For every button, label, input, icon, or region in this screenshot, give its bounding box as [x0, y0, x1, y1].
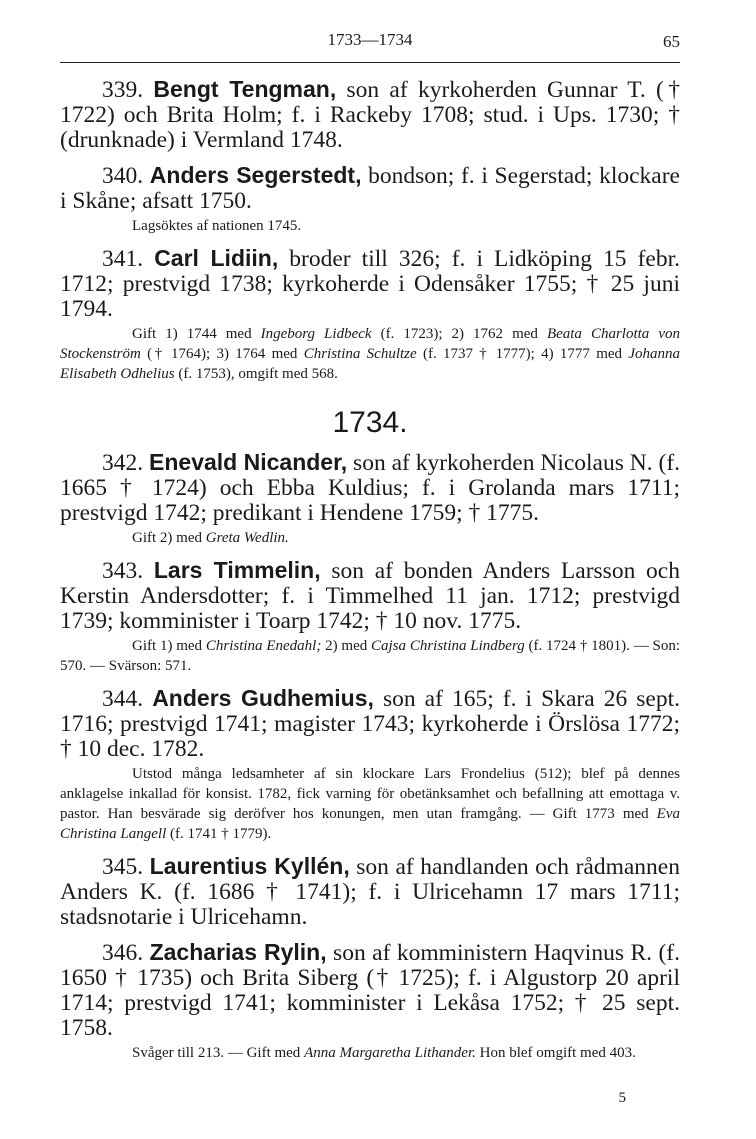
entry-name: Anders Segerstedt,: [149, 162, 362, 188]
entry-name: Laurentius Kyllén,: [149, 853, 350, 879]
entry-344: [60, 686, 680, 762]
entry-text: son af handlanden och rådmannen Anders K. (f. 1686 † 1741); f. i Ulricehamn 17 mars 1711; stadsnotarie i Ulricehamn.: [60, 854, 680, 930]
entry-number: 345.: [102, 854, 144, 880]
entry-number: 341.: [102, 246, 144, 272]
page-number: 65: [663, 32, 680, 51]
entry-340: [60, 163, 680, 214]
entry-name: Zacharias Rylin,: [149, 939, 327, 965]
entry-number: 340.: [102, 163, 144, 189]
entry-341: [60, 246, 680, 322]
entry-note: Gift 1) med Christina Enedahl; 2) med Cajsa Christina Lindberg (f. 1724 † 1801). — Son: 570. — Svärson: 571.: [60, 638, 681, 674]
entry-text: son af 165; f. i Skara 26 sept. 1716; prestvigd 1741; magister 1743; kyrkoherde i Örslösa 1772; † 10 dec. 1782.: [60, 686, 680, 762]
entry-text: son af kyrkoherden Gunnar T. († 1722) och Brita Holm; f. i Rackeby 1708; stud. i Ups. 1730; † (drunknade) i Vermland 1748.: [60, 77, 680, 153]
running-head-years: 1733—1734: [327, 30, 413, 49]
entry-346: [60, 940, 680, 1041]
entry-339: [60, 77, 680, 153]
entry-number: 344.: [102, 686, 144, 712]
entry-343: [60, 558, 680, 634]
document-page: [60, 28, 680, 1063]
entry-text: son af bonden Anders Larsson och Kerstin Andersdotter; f. i Timmelhed 11 jan. 1712; prestvigd 1739; komminister i Toarp 1742; † 10 nov. 1775.: [60, 558, 680, 634]
entry-345: [60, 854, 680, 930]
entry-342: [60, 450, 680, 526]
entry-name: Bengt Tengman,: [153, 76, 337, 102]
header-rule: [60, 62, 680, 63]
entry-name: Lars Timmelin,: [153, 557, 321, 583]
entry-number: 339.: [102, 77, 144, 103]
entry-text: son af komministern Haqvinus R. (f. 1650 † 1735) och Brita Siberg († 1725); f. i Algustorp 20 april 1714; prestvigd 1741; komminister i Lekåsa 1752; † 25 sept. 1758.: [60, 940, 680, 1041]
entry-note: Utstod många ledsamheter af sin klockare Lars Frondelius (512); blef på dennes anklagelse inkallad för konsist. 1782, fick varning för obetänksamhet och befallning att emottaga v. pastor. Han besvärade sig deröfver hos konungen, men utan framgång. — Gift 1773 med Eva Christina Langell (f. 1741 † 1779).: [60, 766, 680, 842]
entry-text: bondson; f. i Segerstad; klockare i Skåne; afsatt 1750.: [60, 163, 680, 214]
entry-number: 342.: [102, 450, 144, 476]
entry-number: 346.: [102, 940, 144, 966]
entry-note: Lagsöktes af nationen 1745.: [132, 218, 302, 234]
running-head: [60, 28, 680, 54]
entry-name: Enevald Nicander,: [149, 449, 348, 475]
entry-text: son af kyrkoherden Nicolaus N. (f. 1665 † 1724) och Ebba Kuldius; f. i Grolanda mars 1711; prestvigd 1742; predikant i Hendene 1759; † 1775.: [60, 450, 681, 526]
entry-note: Gift 1) 1744 med Ingeborg Lidbeck (f. 1723); 2) 1762 med Beata Charlotta von Stockenström († 1764); 3) 1764 med Christina Schultze (f. 1737 † 1777); 4) 1777 med Johanna Elisabeth Odhelius (f. 1753), omgift med 568.: [60, 326, 680, 382]
signature-mark: 5: [618, 1090, 626, 1106]
entry-name: Anders Gudhemius,: [152, 685, 374, 711]
entry-number: 343.: [102, 558, 144, 584]
entry-note: Gift 2) med Greta Wedlin.: [132, 530, 289, 546]
entry-text: broder till 326; f. i Lidköping 15 febr. 1712; prestvigd 1738; kyrkoherde i Odensåker 1755; † 25 juni 1794.: [60, 246, 680, 322]
entry-name: Carl Lidiin,: [154, 245, 279, 271]
section-year-heading: 1734.: [332, 406, 408, 439]
entry-note: Svåger till 213. — Gift med Anna Margaretha Lithander. Hon blef omgift med 403.: [132, 1045, 636, 1061]
